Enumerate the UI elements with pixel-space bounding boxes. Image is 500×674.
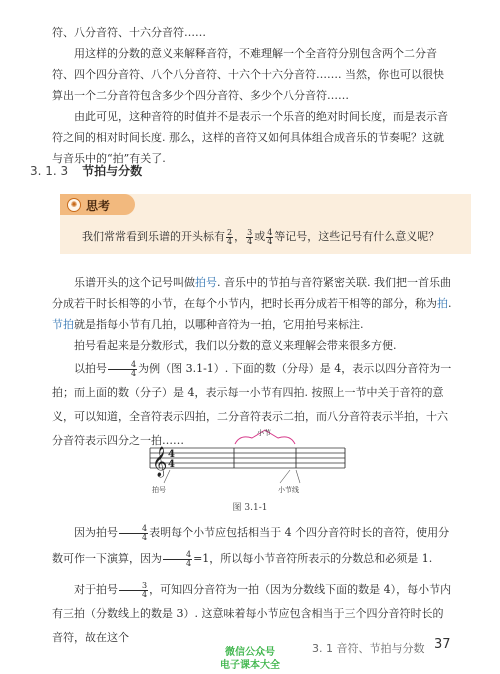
time-signature-top: 4 <box>168 449 175 460</box>
footer-chapter-title: 3. 1 音符、节拍与分数 <box>312 642 425 655</box>
watermark-line-1: 微信公众号 <box>225 647 275 658</box>
paragraph-four-four-sum: 因为拍号 $\frac{4}{4}$ 表明每个小节应包括相当于 4 个四分音符时长的音符，使用分数可作一下演算，因为 $\frac{4}{4}$ =1，所以每小节音符所表示的分数总和必须是 1. <box>52 523 450 568</box>
term-time-signature: 拍号 <box>195 276 217 289</box>
paragraph-fraction-form: 拍号看起来是分数形式，我们以分数的意义来理解会带来很多方便. <box>74 339 397 352</box>
paragraph-time-signature: 乐谱开头的这个记号叫做拍号. 音乐中的节拍与音符紧密关联. 我们把一首乐曲分成若干时长相等的小节，在每个小节内，把时长再分成若干相等的部分，称为拍. 节拍就是指每小节有几拍，以哪种音符为一拍，它用拍号来标注. <box>52 276 452 331</box>
fraction-3-4: $\frac{3}{4}$ <box>247 227 253 246</box>
fraction-4-4: $\frac{4}{4}$ <box>267 227 273 246</box>
section-heading <box>30 162 142 179</box>
paragraph-whole-note: 用这样的分数的意义来解释音符，不难理解一个全音符分别包含两个二分音符、四个四分音符、八个八分音符、十六个十六分音符……. 当然，你也可以很快算出一个二分音符包含多少个四分音符、多少个八分音符…… <box>52 47 444 102</box>
paragraph-four-four-example: 以拍号 $\frac{4}{4}$ 为例（图 3.1-1）. 下面的数（分母）是 4，表示以四分音符为一拍；而上面的数（分子）是 4，表示每一小节有四拍. 按照上一节中关于音符的意义，可以知道，全音符表示四拍，二分音符表示二拍，而八分音符表示半拍，十六分音符表示四分之一拍…… <box>52 359 452 447</box>
figure-staff <box>140 428 370 498</box>
think-title: 思考 <box>86 199 111 213</box>
think-question: 我们常常看到乐谱的开头标有 $\frac{2}{4}$ ， $\frac{3}{4}$ 或 $\frac{4}{4}$ 等记号，这些记号有什么意义呢？ <box>82 227 440 246</box>
paragraph-three-four: 对于拍号 $\frac{3}{4}$ ，可知四分音符为一拍（因为分数线下面的数是 4），每小节内有三拍（分数线上的数是 3）. 这意味着每小节应包含相当于三个四分音符时长的音符，故在这个 <box>52 580 452 644</box>
time-signature-bottom: 4 <box>168 459 175 470</box>
paragraph-relative-duration: 由此可见，这种音符的时值并不是表示一个乐音的绝对时间长度，而是表示音符之间的相对时间长度. 那么，这样的音符又如何具体组合成音乐的节奏呢？这就与音乐中的“拍”有关了. <box>52 110 448 165</box>
fraction-2-4: $\frac{2}{4}$ <box>227 227 233 246</box>
figure-caption: 图 3.1-1 <box>232 503 268 513</box>
section-number: 3. 1. 3 <box>30 164 69 178</box>
fraction-4-4-c: $\frac{4}{4}$ <box>163 551 192 568</box>
barline-pointer <box>280 470 290 483</box>
term-meter: 节拍 <box>52 318 74 331</box>
barline-pointer-2 <box>296 470 300 483</box>
barline-label: 小节线 <box>278 486 299 494</box>
paragraph-intro-tail: 符、八分音符、十六分音符…… <box>52 26 206 39</box>
page-number: 37 <box>434 637 451 652</box>
staff-lines <box>150 448 345 468</box>
measure-label: 小节 <box>257 428 271 437</box>
lightbulb-icon: ✺ <box>67 198 81 212</box>
time-sig-label: 拍号 <box>152 486 166 494</box>
fraction-3-4-b: $\frac{3}{4}$ <box>119 582 148 599</box>
watermark-line-2: 电子课本大全 <box>220 660 280 671</box>
term-beat: 拍 <box>437 297 448 310</box>
fraction-4-4-inline: $\frac{4}{4}$ <box>108 361 137 378</box>
treble-clef-icon: 𝄞 <box>152 447 168 477</box>
section-title: 节拍与分数 <box>82 164 143 178</box>
fraction-4-4-b: $\frac{4}{4}$ <box>119 525 148 542</box>
